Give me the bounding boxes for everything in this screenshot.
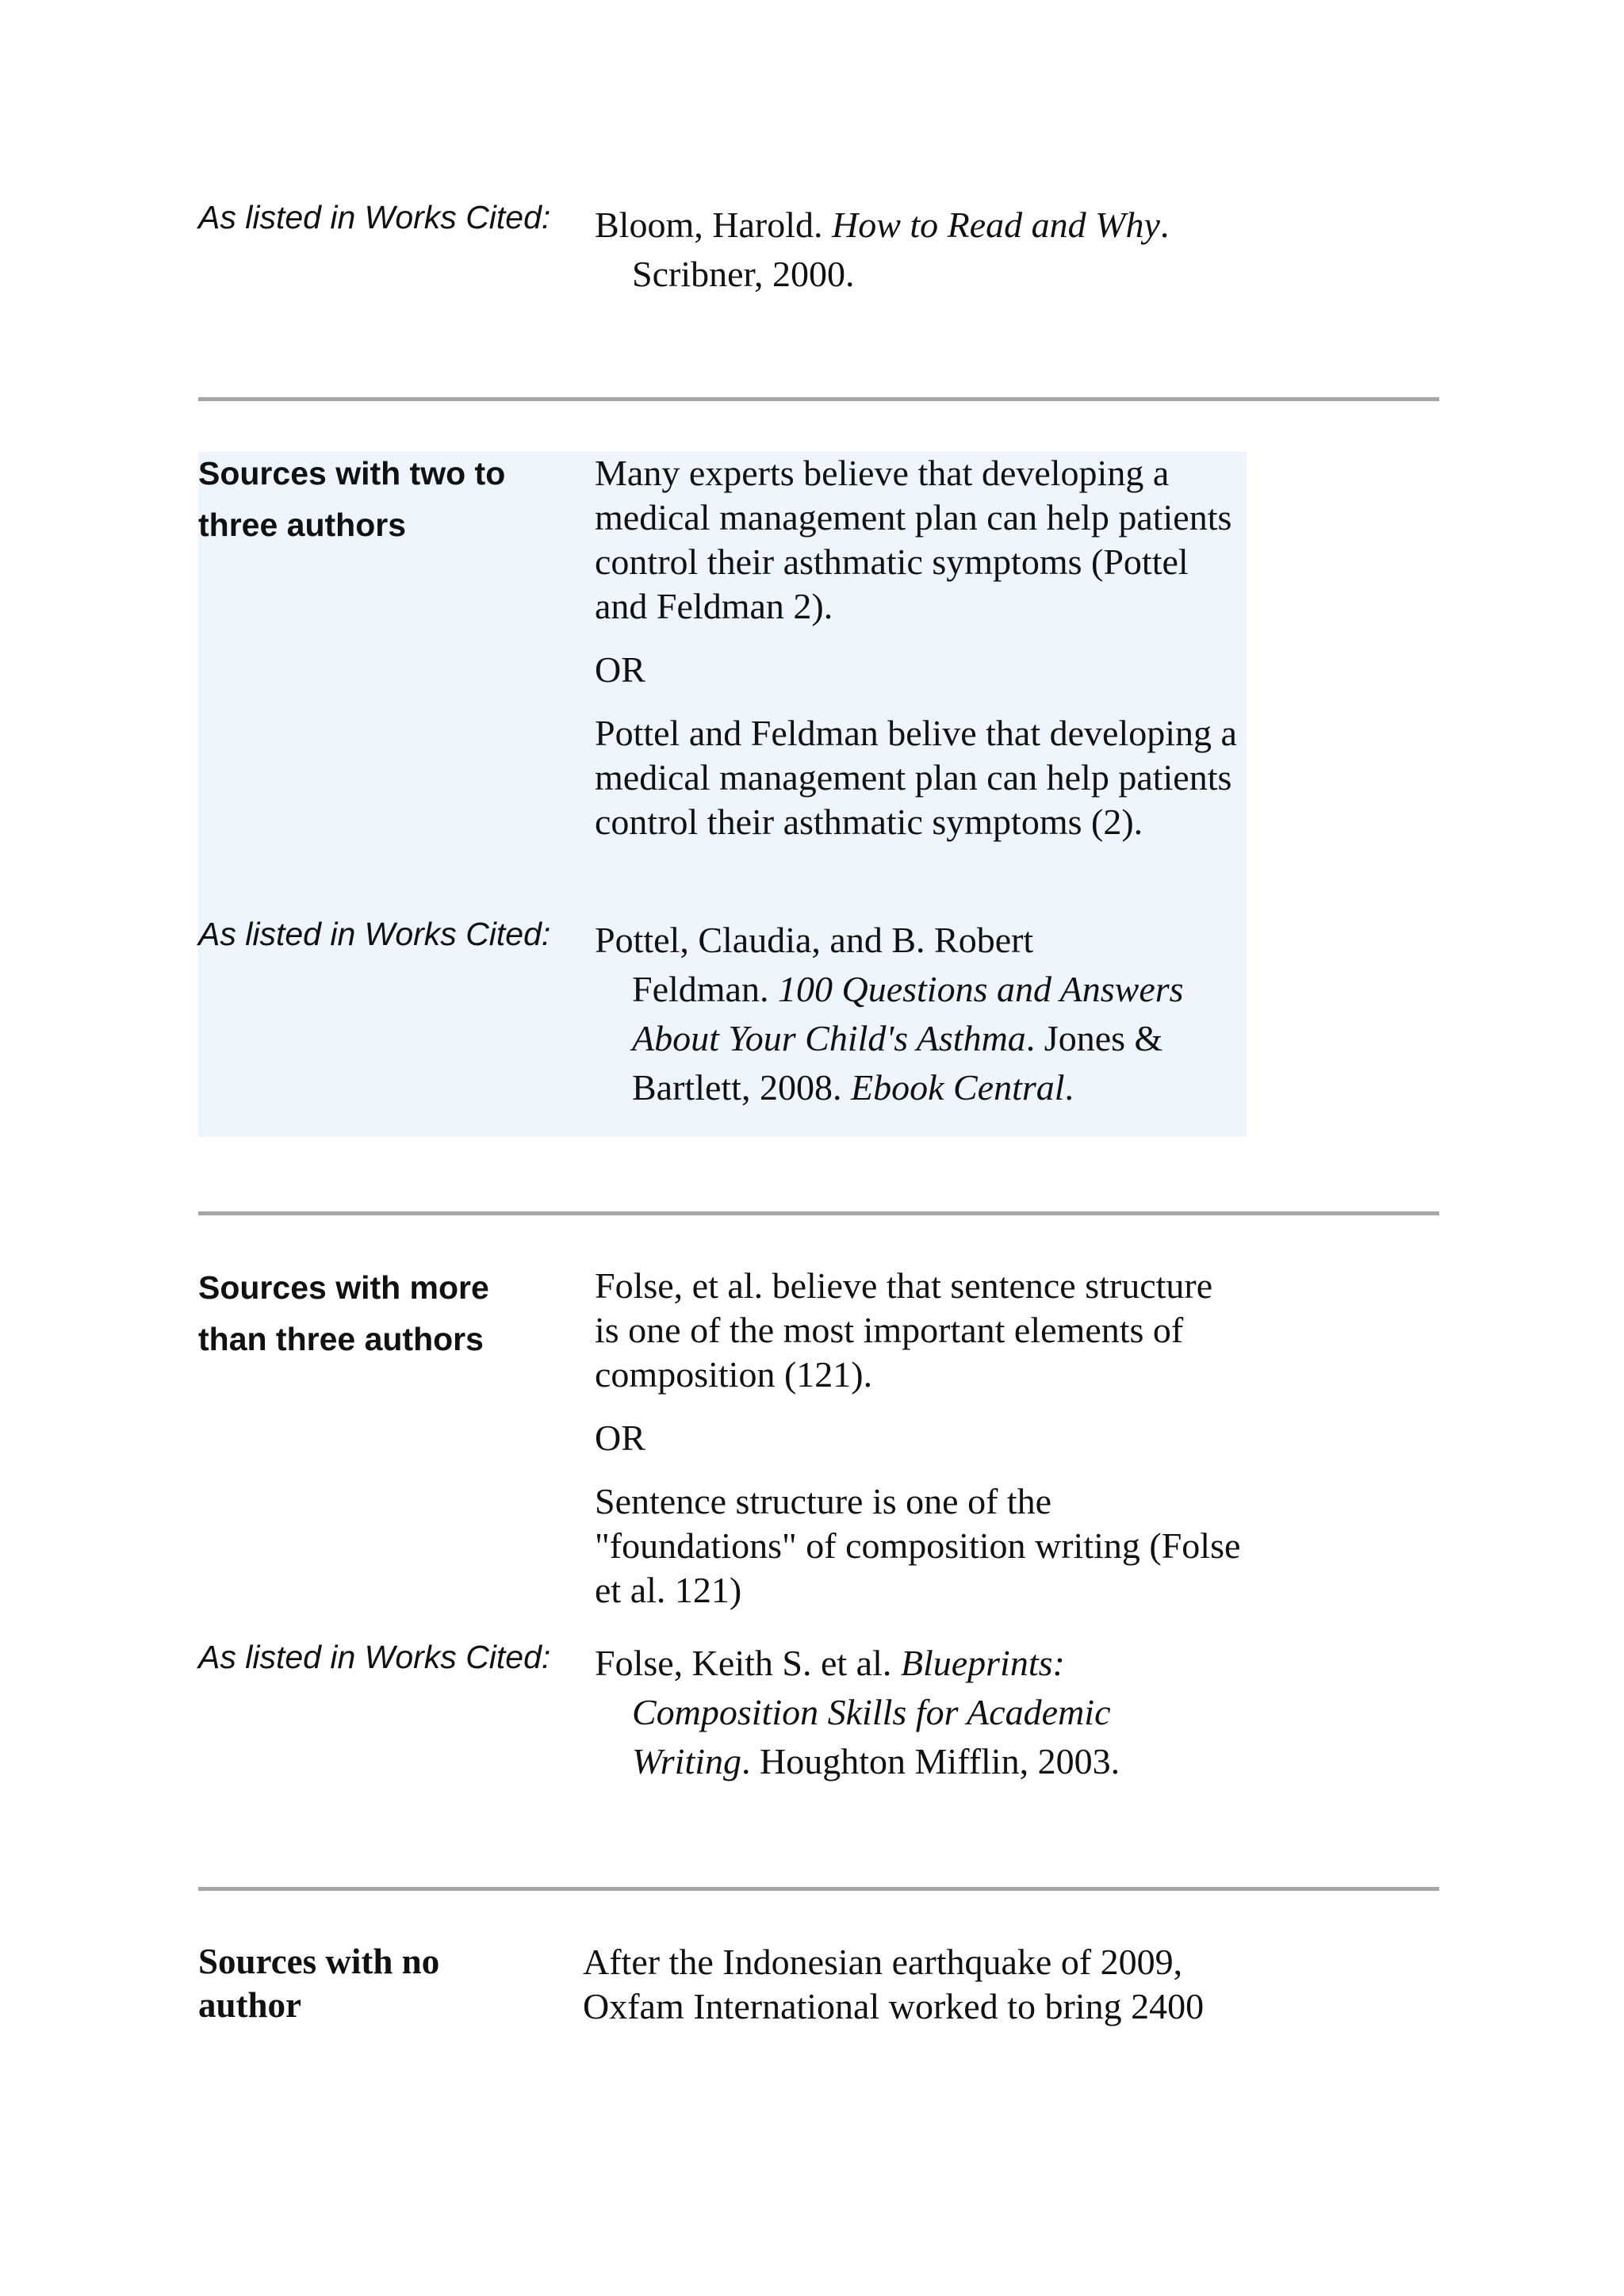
citation-title: Writing bbox=[632, 1741, 742, 1781]
citation-database: Ebook Central bbox=[850, 1067, 1065, 1108]
section-divider bbox=[198, 1211, 1439, 1215]
example-paragraph: Many experts believe that developing a medical management plan can help patients control their asthmatic symptoms (Pottel and Feldman 2). bbox=[595, 453, 1232, 626]
citation-line: Pottel, Claudia, and B. Robert bbox=[595, 920, 1034, 960]
or-label: OR bbox=[595, 1418, 645, 1458]
citation-line bbox=[595, 201, 1169, 250]
citation-text: . Houghton Mifflin, 2003. bbox=[741, 1741, 1120, 1781]
example-line: Oxfam International worked to bring 2400 bbox=[583, 1986, 1205, 2026]
section-divider bbox=[198, 397, 1439, 401]
examples-more-three-authors bbox=[595, 1264, 1245, 1613]
heading-line: Sources with more bbox=[198, 1269, 489, 1306]
citation-publisher: Scribner, 2000. bbox=[632, 254, 855, 294]
example-paragraph: Sentence structure is one of the "foundations" of composition writing (Folse et al. 121) bbox=[595, 1481, 1241, 1610]
heading-more-three-authors bbox=[198, 1262, 489, 1365]
citation-title: How to Read and Why bbox=[831, 205, 1160, 245]
or-label: OR bbox=[595, 649, 645, 690]
works-cited-label-bloom: As listed in Works Cited: bbox=[198, 199, 551, 235]
citation-line bbox=[595, 1688, 1120, 1737]
citation-title: 100 Questions and Answers bbox=[777, 969, 1184, 1009]
examples-two-three-authors bbox=[595, 451, 1245, 844]
citation-text: Feldman. bbox=[632, 969, 778, 1009]
citation-punct: . bbox=[1159, 205, 1170, 245]
example-paragraph: Folse, et al. believe that sentence structure is one of the most important elements of composition (121). bbox=[595, 1265, 1213, 1395]
heading-line: Sources with no bbox=[198, 1942, 440, 1981]
citation-bloom bbox=[595, 201, 1169, 299]
citation-author: Bloom, Harold. bbox=[595, 205, 832, 245]
citation-text: Folse, Keith S. et al. bbox=[595, 1643, 901, 1683]
citation-title: Composition Skills for Academic bbox=[632, 1692, 1111, 1732]
heading-two-three-authors bbox=[198, 448, 505, 551]
citation-line bbox=[595, 1063, 1184, 1112]
example-no-author bbox=[583, 1940, 1297, 2029]
heading-line: Sources with two to bbox=[198, 455, 506, 492]
works-cited-label-folse: As listed in Works Cited: bbox=[198, 1639, 551, 1675]
example-paragraph: Pottel and Feldman belive that developing a medical management plan can help patients control their asthmatic symptoms (2). bbox=[595, 713, 1237, 842]
citation-line bbox=[595, 1737, 1120, 1786]
heading-line: three authors bbox=[198, 507, 406, 543]
citation-title: Blueprints: bbox=[900, 1643, 1065, 1683]
heading-line: author bbox=[198, 1985, 302, 2025]
works-cited-label-pottel: As listed in Works Cited: bbox=[198, 916, 551, 952]
heading-line: than three authors bbox=[198, 1321, 484, 1357]
citation-punct: . bbox=[1064, 1067, 1074, 1108]
heading-no-author bbox=[198, 1940, 439, 2027]
citation-folse bbox=[595, 1639, 1120, 1786]
citation-text: . Jones & bbox=[1025, 1018, 1163, 1058]
citation-line bbox=[595, 1639, 1120, 1688]
citation-text: Bartlett, 2008. bbox=[632, 1067, 851, 1108]
section-divider bbox=[198, 1887, 1439, 1891]
example-line: After the Indonesian earthquake of 2009, bbox=[583, 1942, 1183, 1982]
citation-title: About Your Child's Asthma bbox=[632, 1018, 1026, 1058]
citation-line bbox=[595, 1014, 1184, 1063]
citation-line bbox=[595, 965, 1184, 1014]
citation-pottel bbox=[595, 916, 1184, 1112]
